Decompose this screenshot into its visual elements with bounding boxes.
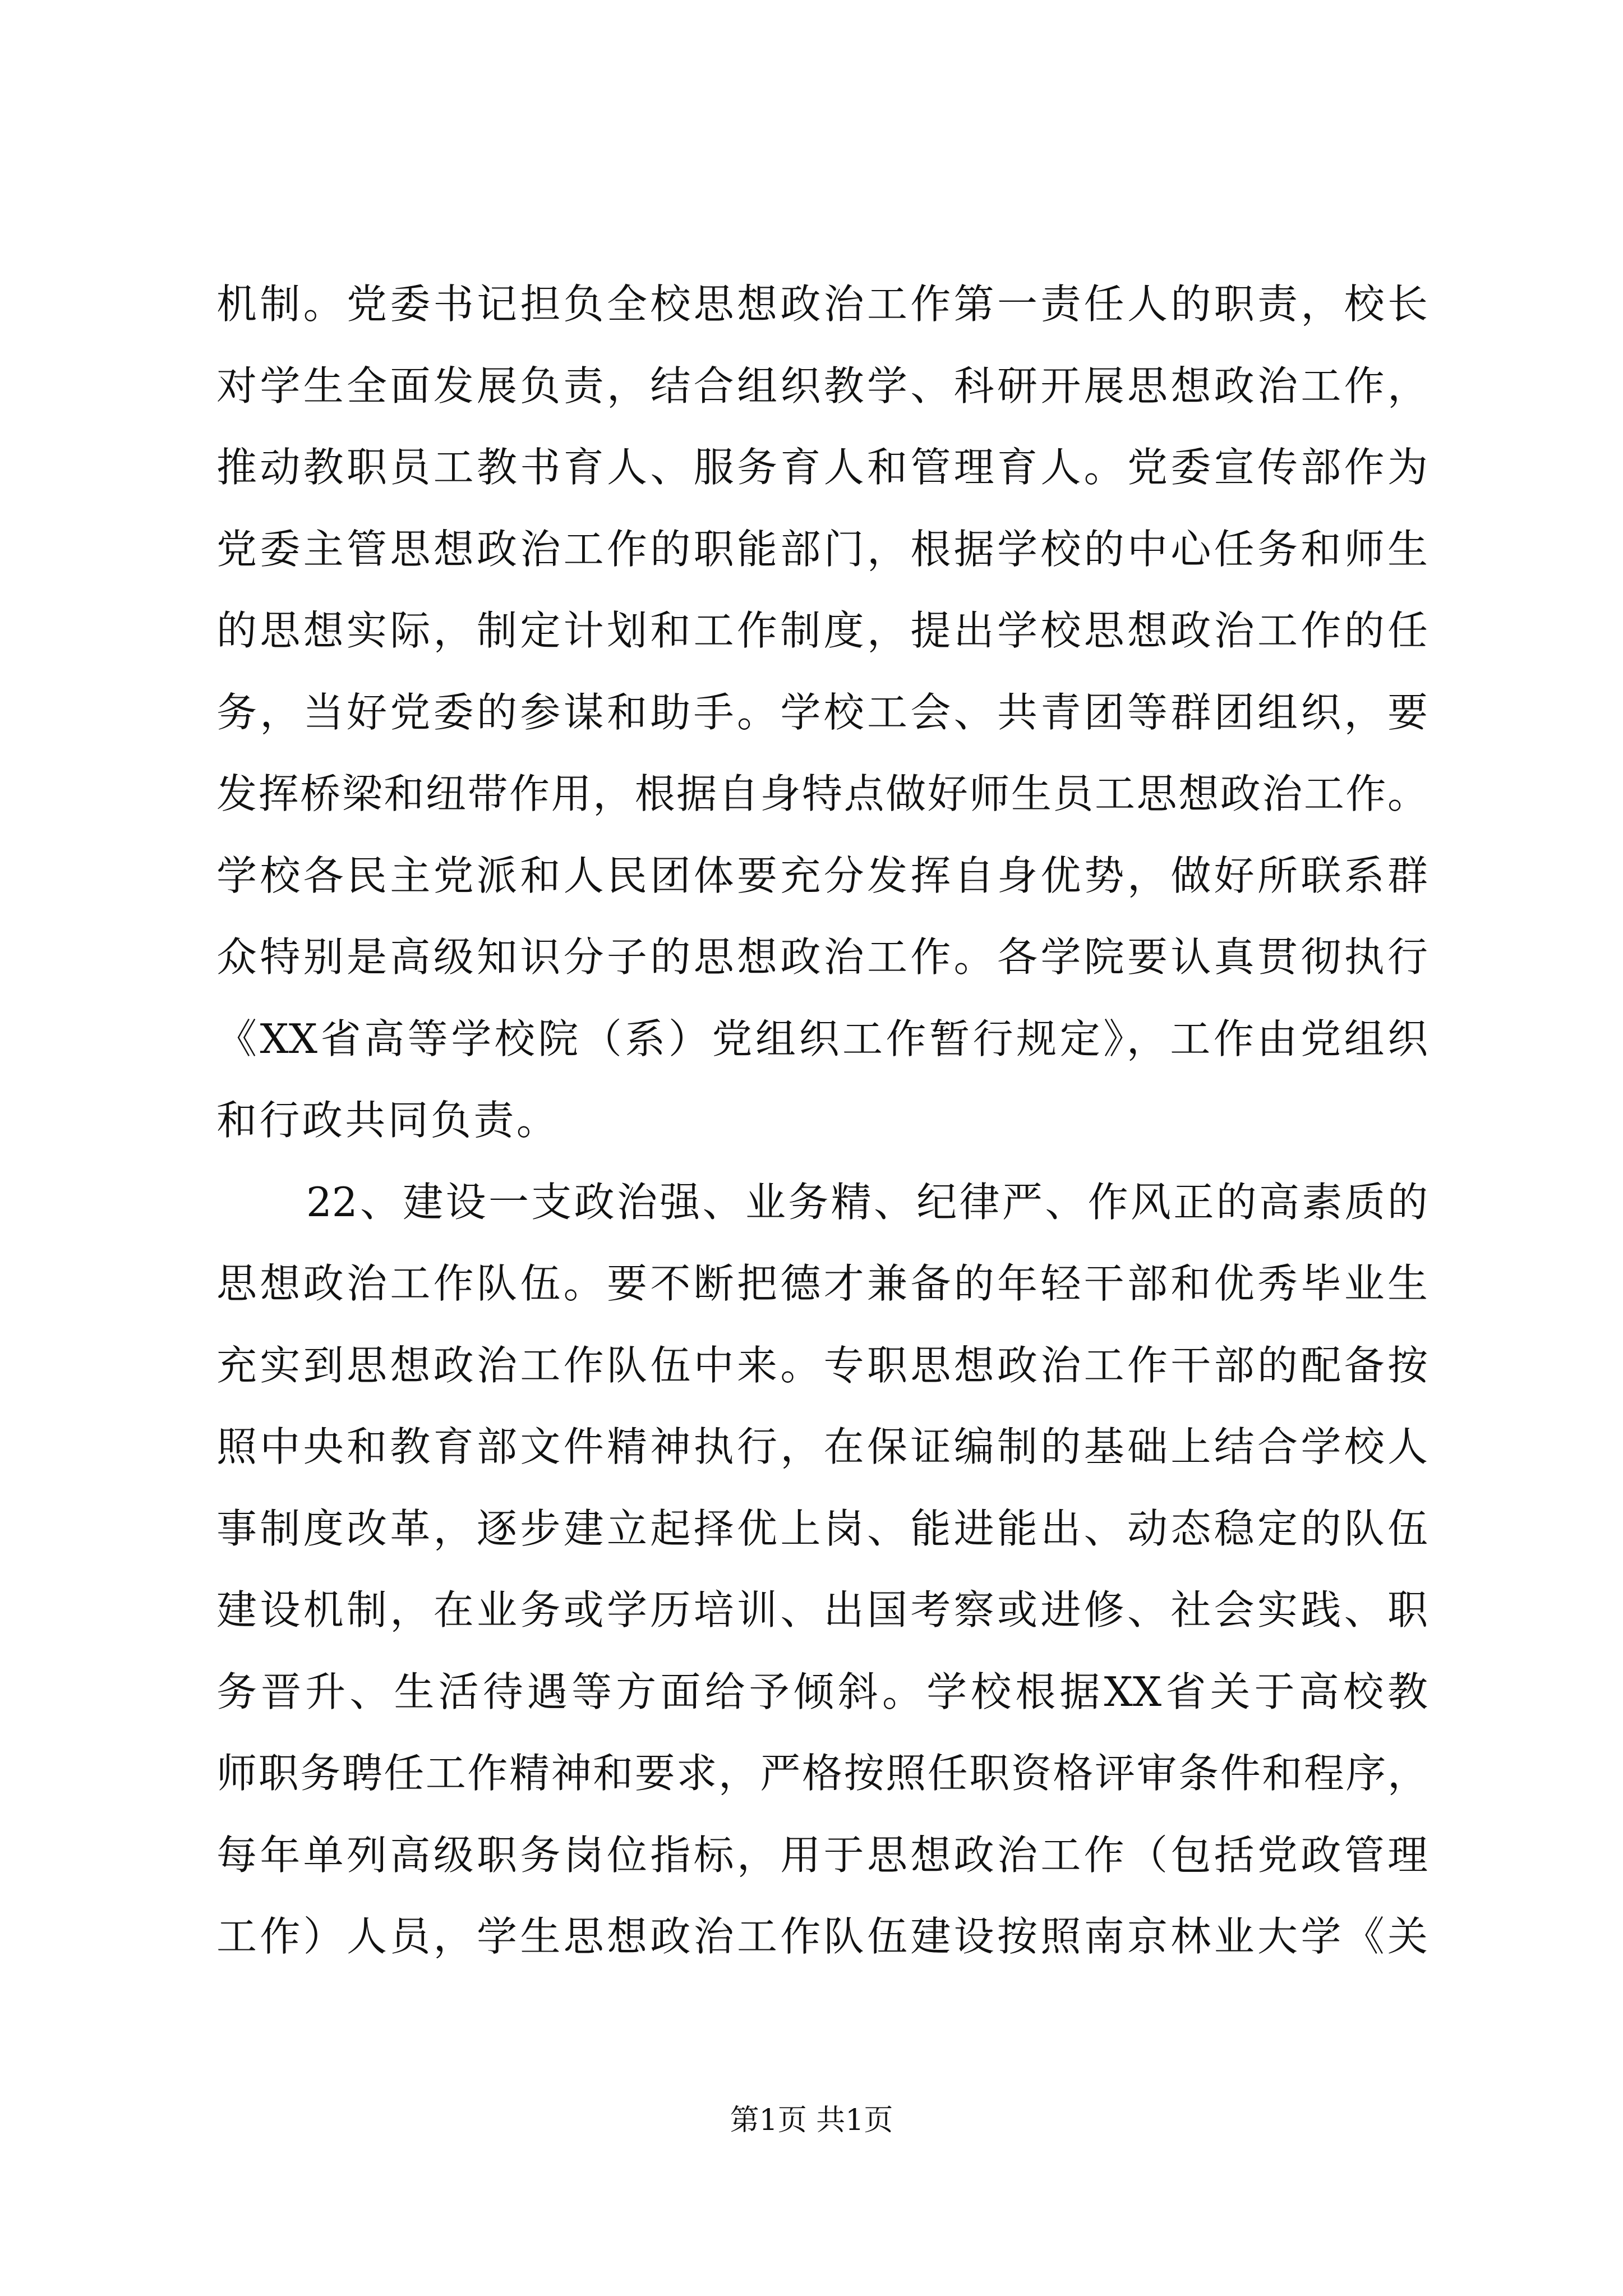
- text-line: 思想政治工作队伍。要不断把德才兼备的年轻干部和优秀毕业生: [216, 1260, 1428, 1307]
- text-line: 务，当好党委的参谋和助手。学校工会、共青团等群团组织，要: [216, 688, 1428, 736]
- text-line: 机制。党委书记担负全校思想政治工作第一责任人的职责，校长: [216, 280, 1428, 328]
- text-line: 发挥桥梁和纽带作用，根据自身特点做好师生员工思想政治工作。: [216, 770, 1428, 817]
- text-line: 推动教职员工教书育人、服务育人和管理育人。党委宣传部作为: [216, 444, 1428, 491]
- text-line: 充实到思想政治工作队伍中来。专职思想政治工作干部的配备按: [216, 1341, 1428, 1389]
- text-line: 每年单列高级职务岗位指标，用于思想政治工作（包括党政管理: [216, 1831, 1428, 1879]
- page-footer: 第1页 共1页: [730, 2104, 893, 2137]
- body-text: [216, 264, 1428, 1978]
- text-line: 工作）人员，学生思想政治工作队伍建设按照南京林业大学《关: [216, 1913, 1428, 1960]
- text-line: 《XX省高等学校院（系）党组织工作暂行规定》，工作由党组织: [216, 1015, 1428, 1062]
- text-line: 的思想实际，制定计划和工作制度，提出学校思想政治工作的任: [216, 607, 1428, 654]
- text-line: 事制度改革，逐步建立起择优上岗、能进能出、动态稳定的队伍: [216, 1504, 1428, 1552]
- text-line: 学校各民主党派和人民团体要充分发挥自身优势，做好所联系群: [216, 852, 1428, 899]
- text-line: 务晋升、生活待遇等方面给予倾斜。学校根据XX省关于高校教: [216, 1668, 1428, 1715]
- text-line: 对学生全面发展负责，结合组织教学、科研开展思想政治工作，: [216, 362, 1428, 409]
- text-line: 众特别是高级知识分子的思想政治工作。各学院要认真贯彻执行: [216, 933, 1428, 981]
- text-line: 师职务聘任工作精神和要求，严格按照任职资格评审条件和程序，: [216, 1750, 1428, 1797]
- text-line: 党委主管思想政治工作的职能部门，根据学校的中心任务和师生: [216, 525, 1428, 573]
- text-line: 照中央和教育部文件精神执行，在保证编制的基础上结合学校人: [216, 1423, 1428, 1470]
- text-line: 和行政共同负责。: [216, 1097, 560, 1144]
- text-line: 建设机制，在业务或学历培训、出国考察或进修、社会实践、职: [216, 1586, 1428, 1634]
- text-line: 22、建设一支政治强、业务精、纪律严、作风正的高素质的: [306, 1178, 1428, 1226]
